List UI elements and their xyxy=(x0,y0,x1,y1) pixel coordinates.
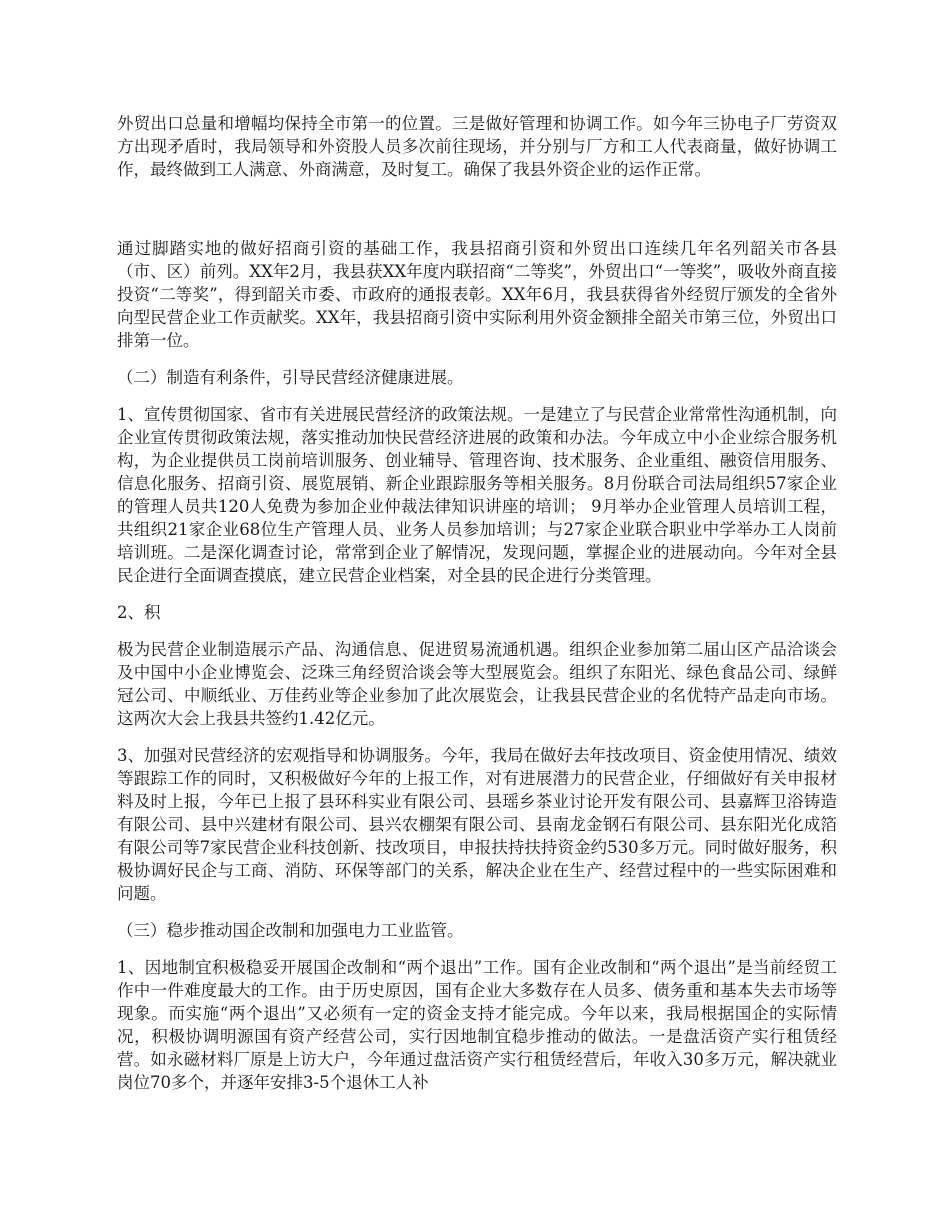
paragraph-investment-awards: 通过脚踏实地的做好招商引资的基础工作，我县招商引资和外贸出口连续几年名列韶关市各县（市、区）前列。XX年2月，我县获XX年度内联招商“二等奖”，外贸出口“一等奖”，吸收外商直接投资“二等奖”，得到韶关市委、市政府的通报表彰。XX年6月，我县获得省外经贸厅颁发的全省外向型民营企业工作贡献奖。XX年，我县招商引资中实际利用外资金额排全韶关市第三位，外贸出口排第一位。 xyxy=(117,239,837,350)
paragraph-policy-publicity: 1、宣传贯彻国家、省市有关进展民营经济的政策法规。一是建立了与民营企业常常性沟通机制，向企业宣传贯彻政策法规，落实推动加快民营经济进展的政策和办法。今年成立中小企业综合服务机构，为企业提供员工岗前培训服务、创业辅导、管理咨询、技术服务、企业重组、融资信用服务、信息化服务、招商引资、展览展销、新企业跟踪服务等相关服务。8月份联合司法局组织57家企业的管理人员共120人免费为参加企业仲裁法律知识讲座的培训； 9月举办企业管理人员培训工程，共组织21家企业68位生产管理人员、业务人员参加培训；与27家企业联合职业中学举办工人岗前培训班。二是深化调查讨论，常常到企业了解情况，发现问题，掌握企业的进展动向。今年对全县民企进行全面调查摸底，建立民营企业档案，对全县的民企进行分类管理。 xyxy=(117,405,837,585)
paragraph-soe-reform: 1、因地制宜积极稳妥开展国企改制和“两个退出”工作。国有企业改制和“两个退出”是当前经贸工作中一件难度最大的工作。由于历史原因，国有企业大多数存在人员多、债务重和基本失去市场等现象。而实施“两个退出”又必须有一定的资金支持才能完成。今年以来，我局根据国企的实际情况，积极协调明源国有资产经营公司，实行因地制宜稳步推动的做法。一是盘活资产实行租赁经营。如永磁材料厂原是上访大户，今年通过盘活资产实行租赁经营后，年收入30多万元，解决就业岗位70多个，并逐年安排3-5个退休工人补 xyxy=(117,958,837,1092)
paragraph-exhibitions: 极为民营企业制造展示产品、沟通信息、促进贸易流通机遇。组织企业参加第二届山区产品洽谈会及中国中小企业博览会、泛珠三角经贸洽谈会等大型展览会。组织了东阳光、绿色食品公司、绿鲜冠公司、中顺纸业、万佳药业等企业参加了此次展览会，让我县民营企业的名优特产品走向市场。这两次大会上我县共签约1.42亿元。 xyxy=(117,640,837,728)
paragraph-macro-guidance: 3、加强对民营经济的宏观指导和协调服务。今年，我局在做好去年技改项目、资金使用情况、绩效等跟踪工作的同时，又积极做好今年的上报工作，对有进展潜力的民营企业，仔细做好有关申报材料及时上报，今年已上报了县环科实业有限公司、县瑶乡茶业讨论开发有限公司、县嘉辉卫浴铸造有限公司、县中兴建材有限公司、县兴农棚架有限公司、县南龙金钢石有限公司、县东阳光化成箔有限公司等7家民营企业科技创新、技改项目，申报扶持扶持资金约530多万元。同时做好服务，积极协调好民企与工商、消防、环保等部门的关系，解决企业在生产、经营过程中的一些实际困难和问题。 xyxy=(117,746,837,903)
document-page xyxy=(117,112,837,1094)
paragraph-foreign-trade-summary: 外贸出口总量和增幅均保持全市第一的位置。三是做好管理和协调工作。如今年三协电子厂劳资双方出现矛盾时，我局领导和外资股人员多次前往现场，并分别与厂方和工人代表商量，做好协调工作，最终做到工人满意、外商满意，及时复工。确保了我县外资企业的运作正常。 xyxy=(117,114,837,179)
section-heading-private-economy: （二）制造有利条件，引导民营经济健康进展。 xyxy=(117,368,464,387)
section-heading-soe-reform: （三）稳步推动国企改制和加强电力工业监管。 xyxy=(117,921,464,940)
paragraph-item-2-fragment: 2、积 xyxy=(117,603,161,622)
